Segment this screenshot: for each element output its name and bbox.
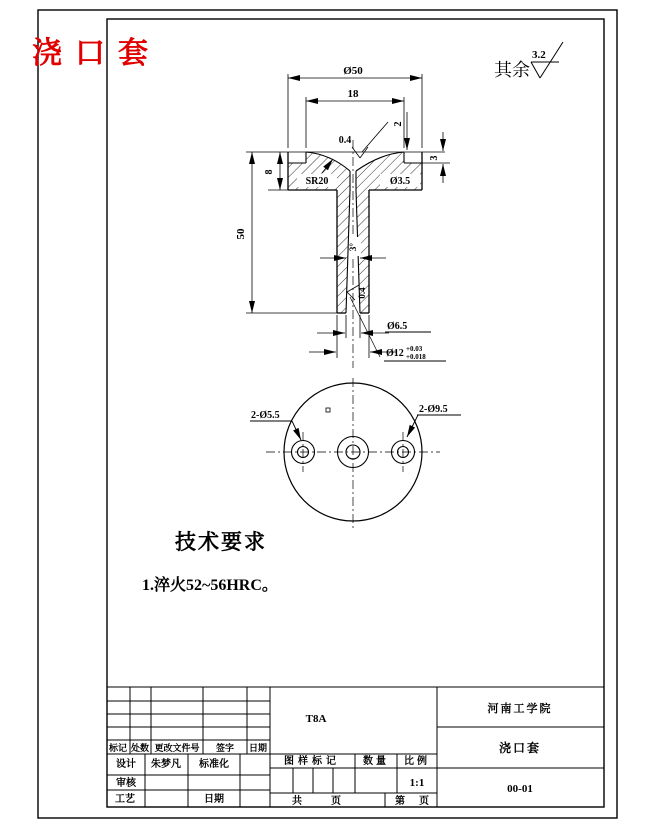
drawing-mark-label: 图样标记 (284, 756, 340, 767)
page-label-left: 页 (331, 796, 341, 807)
inner-border (107, 19, 604, 807)
designer-name: 朱梦凡 (151, 759, 181, 770)
process-label: 工艺 (115, 794, 135, 805)
dim-outlet-diameter: Ø6.5 (387, 321, 408, 332)
right-section (488, 701, 553, 795)
dim-sphere-radius: SR20 (305, 176, 329, 187)
dim-taper-angle: 3° (348, 242, 358, 252)
technical-requirements (142, 530, 278, 594)
callout-holes-right: 2-Ø9.5 (419, 404, 448, 415)
scale-label: 比例 (404, 756, 430, 767)
surface-finish-note (494, 42, 563, 80)
material-spec: T8A (305, 713, 327, 725)
surface-roughness-value: 3.2 (532, 49, 546, 61)
section-view (235, 65, 450, 368)
dim-shank-tol-upper: +0.03 (406, 345, 423, 353)
rev-sign-label: 签字 (215, 743, 235, 753)
rev-date-label: 日期 (248, 743, 268, 753)
dim-flange-thickness: 8 (264, 169, 275, 175)
organization-name: 河南工学院 (487, 703, 553, 715)
rev-count-label: 处数 (130, 743, 150, 753)
check-label: 审核 (116, 778, 136, 789)
dim-total-length: 50 (235, 228, 247, 240)
design-label: 设计 (116, 759, 136, 770)
tech-req-item-1: 1.淬火52~56HRC。 (142, 577, 278, 594)
date-label: 日期 (204, 794, 224, 805)
page-label-right: 页 (419, 796, 429, 807)
callout-holes-left: 2-Ø5.5 (251, 410, 280, 421)
dim-overall-diameter: Ø50 (343, 65, 363, 77)
part-name: 浇口套 (498, 741, 542, 755)
roughness-sphere-value: 0.4 (338, 135, 352, 146)
scale-value: 1:1 (409, 777, 425, 789)
part-name-stamp: 浇口套 (32, 37, 161, 70)
tech-req-heading: 技术要求 (175, 530, 267, 554)
total-label: 共 (292, 796, 302, 807)
title-block (107, 687, 604, 807)
revision-row (108, 742, 267, 753)
surface-note-prefix: 其余 (494, 60, 530, 80)
roughness-bore-value: 0.4 (357, 287, 367, 299)
dim-step-height: 3 (429, 155, 440, 161)
dim-top-width: 18 (347, 88, 359, 100)
quantity-label: 数量 (363, 756, 389, 767)
bottom-view (250, 378, 461, 530)
standardization-label: 标准化 (199, 759, 229, 770)
drawing-number: 00-01 (507, 783, 533, 795)
no-label: 第 (395, 796, 405, 807)
dim-shank-diameter: Ø12 (386, 348, 404, 359)
rev-doc-no-label: 更改文件号 (154, 743, 200, 753)
dim-recess-depth: 2 (393, 121, 404, 127)
dim-inlet-diameter: Ø3.5 (389, 176, 411, 187)
dim-shank-tol-lower: +0.018 (406, 353, 426, 361)
rev-mark-label: 标记 (108, 743, 128, 753)
sheet-borders (38, 10, 617, 818)
roles-rows (115, 757, 229, 805)
point-marker (326, 408, 330, 412)
outer-border (38, 10, 617, 818)
